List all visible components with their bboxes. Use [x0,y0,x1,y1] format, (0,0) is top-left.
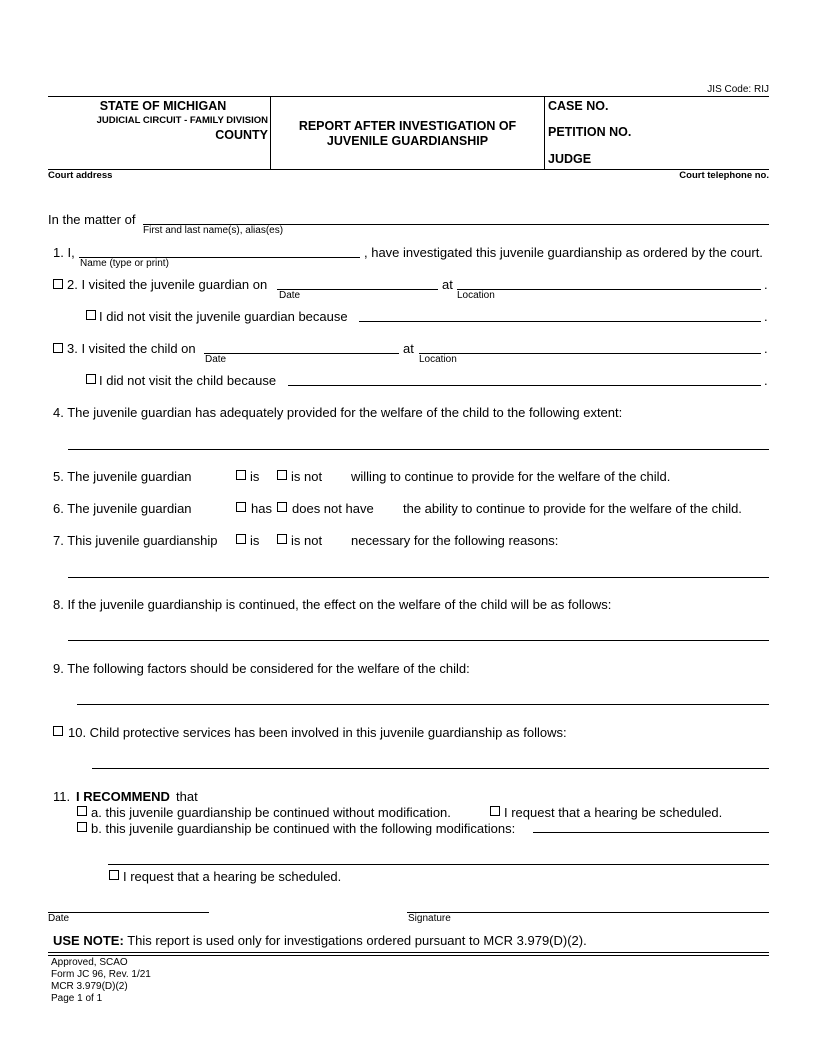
child-visit-location-field[interactable] [419,353,761,354]
item7-isnot-label: is not [291,533,323,548]
footer-approved: Approved, SCAO [51,957,128,968]
item11b-modifications-field[interactable] [533,832,769,833]
circuit-label: JUDICIAL CIRCUIT - FAMILY DIVISION [96,115,268,126]
item9-text: 9. The following factors should be considered for the welfare of the child: [53,661,470,676]
child-not-visited-reason-field[interactable] [288,385,761,386]
item2-period: . [764,277,768,292]
guardian-visit-date-field[interactable] [277,289,438,290]
header-top-rule [48,96,769,97]
item11b-modifications-line2[interactable] [108,864,769,865]
item7-label: 7. This juvenile guardianship [53,533,218,548]
guardian-not-visited-period: . [764,309,768,324]
item10-text: 10. Child protective services has been involved in this juvenile guardianship as follows: [68,725,567,740]
item3-date-caption: Date [205,354,227,365]
item2-date-caption: Date [279,290,301,301]
item1-text: , have investigated this juvenile guardianship as ordered by the court. [364,245,763,260]
child-not-visited-text: I did not visit the child because [99,373,277,388]
court-telephone-label: Court telephone no. [679,170,769,181]
item5-isnot-checkbox[interactable] [277,470,287,480]
item2-text: 2. I visited the juvenile guardian on [67,277,268,292]
jis-code: JIS Code: RIJ [707,84,769,95]
item1-number: 1. I, [53,245,75,260]
item11a-hearing-checkbox[interactable] [490,806,500,816]
item4-answer-line[interactable] [68,449,769,450]
item6-has-checkbox[interactable] [236,502,246,512]
matter-label: In the matter of [48,212,136,227]
item10-checkbox[interactable] [53,726,63,736]
child-visit-date-field[interactable] [204,353,399,354]
item6-label: 6. The juvenile guardian [53,501,192,516]
investigator-name-caption: Name (type or print) [80,258,169,269]
signature-field[interactable] [407,912,769,913]
item3-text: 3. I visited the child on [67,341,196,356]
guardian-not-visited-text: I did not visit the juvenile guardian because [99,309,348,324]
guardian-not-visited-reason-field[interactable] [359,321,761,322]
case-number-label: CASE NO. [548,99,609,113]
item5-is-checkbox[interactable] [236,470,246,480]
item5-is-label: is [250,469,260,484]
item11a-text: a. this juvenile guardianship be continued without modification. [91,805,451,820]
item7-is-label: is [250,533,260,548]
footer-page: Page 1 of 1 [51,993,103,1004]
footer-rule-2 [48,955,769,956]
item6-has-label: has [251,501,272,516]
item11-recommend: I RECOMMEND [76,789,170,804]
item3-checkbox[interactable] [53,343,63,353]
item6-doesnot-label: does not have [292,501,374,516]
date-field[interactable] [48,912,209,913]
item11b-hearing-checkbox[interactable] [109,870,119,880]
form-title-line2: JUVENILE GUARDIANSHIP [326,134,489,148]
item11a-checkbox[interactable] [77,806,87,816]
item8-text: 8. If the juvenile guardianship is continued, the effect on the welfare of the child will be as follows: [53,597,612,612]
guardian-visit-location-field[interactable] [457,289,761,290]
item8-answer-line[interactable] [68,640,769,641]
item6-doesnot-checkbox[interactable] [277,502,287,512]
child-not-visited-period: . [764,373,768,388]
item11-number: 11. [53,789,71,804]
item6-rest: the ability to continue to provide for the welfare of the child. [403,501,742,516]
item3-location-caption: Location [419,354,457,365]
item11b-checkbox[interactable] [77,822,87,832]
petition-number-label: PETITION NO. [548,125,632,139]
item11-that: that [176,789,198,804]
header-divider-right [544,97,545,170]
item11b-hearing-text: I request that a hearing be scheduled. [123,869,342,884]
footer-form-number: Form JC 96, Rev. 1/21 [51,969,151,980]
child-not-visited-checkbox[interactable] [86,374,96,384]
court-address-label: Court address [48,170,113,181]
item7-isnot-checkbox[interactable] [277,534,287,544]
item4-text: 4. The juvenile guardian has adequately provided for the welfare of the child to the following extent: [53,405,623,420]
footer-rule-1 [48,952,769,953]
item11b-text: b. this juvenile guardianship be continued with the following modifications: [91,821,516,836]
item11a-hearing-text: I request that a hearing be scheduled. [504,805,723,820]
judge-label: JUDGE [548,152,592,166]
item5-isnot-label: is not [291,469,323,484]
footer-mcr: MCR 3.979(D)(2) [51,981,128,992]
item7-answer-line[interactable] [68,577,769,578]
item2-location-caption: Location [457,290,495,301]
item10-answer-line[interactable] [92,768,769,769]
county-label: COUNTY [215,128,268,142]
matter-name-caption: First and last name(s), alias(es) [143,225,284,236]
item7-rest: necessary for the following reasons: [351,533,559,548]
item5-label: 5. The juvenile guardian [53,469,192,484]
item2-at: at [442,277,453,292]
use-note-text: This report is used only for investigations ordered pursuant to MCR 3.979(D)(2). [127,933,587,948]
item7-is-checkbox[interactable] [236,534,246,544]
item3-at: at [403,341,414,356]
use-note [53,933,587,948]
use-note-label: USE NOTE: [53,933,124,948]
guardian-not-visited-checkbox[interactable] [86,310,96,320]
header-bottom-rule [48,169,769,170]
item9-answer-line[interactable] [77,704,769,705]
item2-checkbox[interactable] [53,279,63,289]
item3-period: . [764,341,768,356]
date-caption: Date [48,913,70,924]
state-name: STATE OF MICHIGAN [99,99,227,113]
item5-rest: willing to continue to provide for the welfare of the child. [351,469,671,484]
signature-caption: Signature [408,913,451,924]
form-title-line1: REPORT AFTER INVESTIGATION OF [298,119,517,133]
